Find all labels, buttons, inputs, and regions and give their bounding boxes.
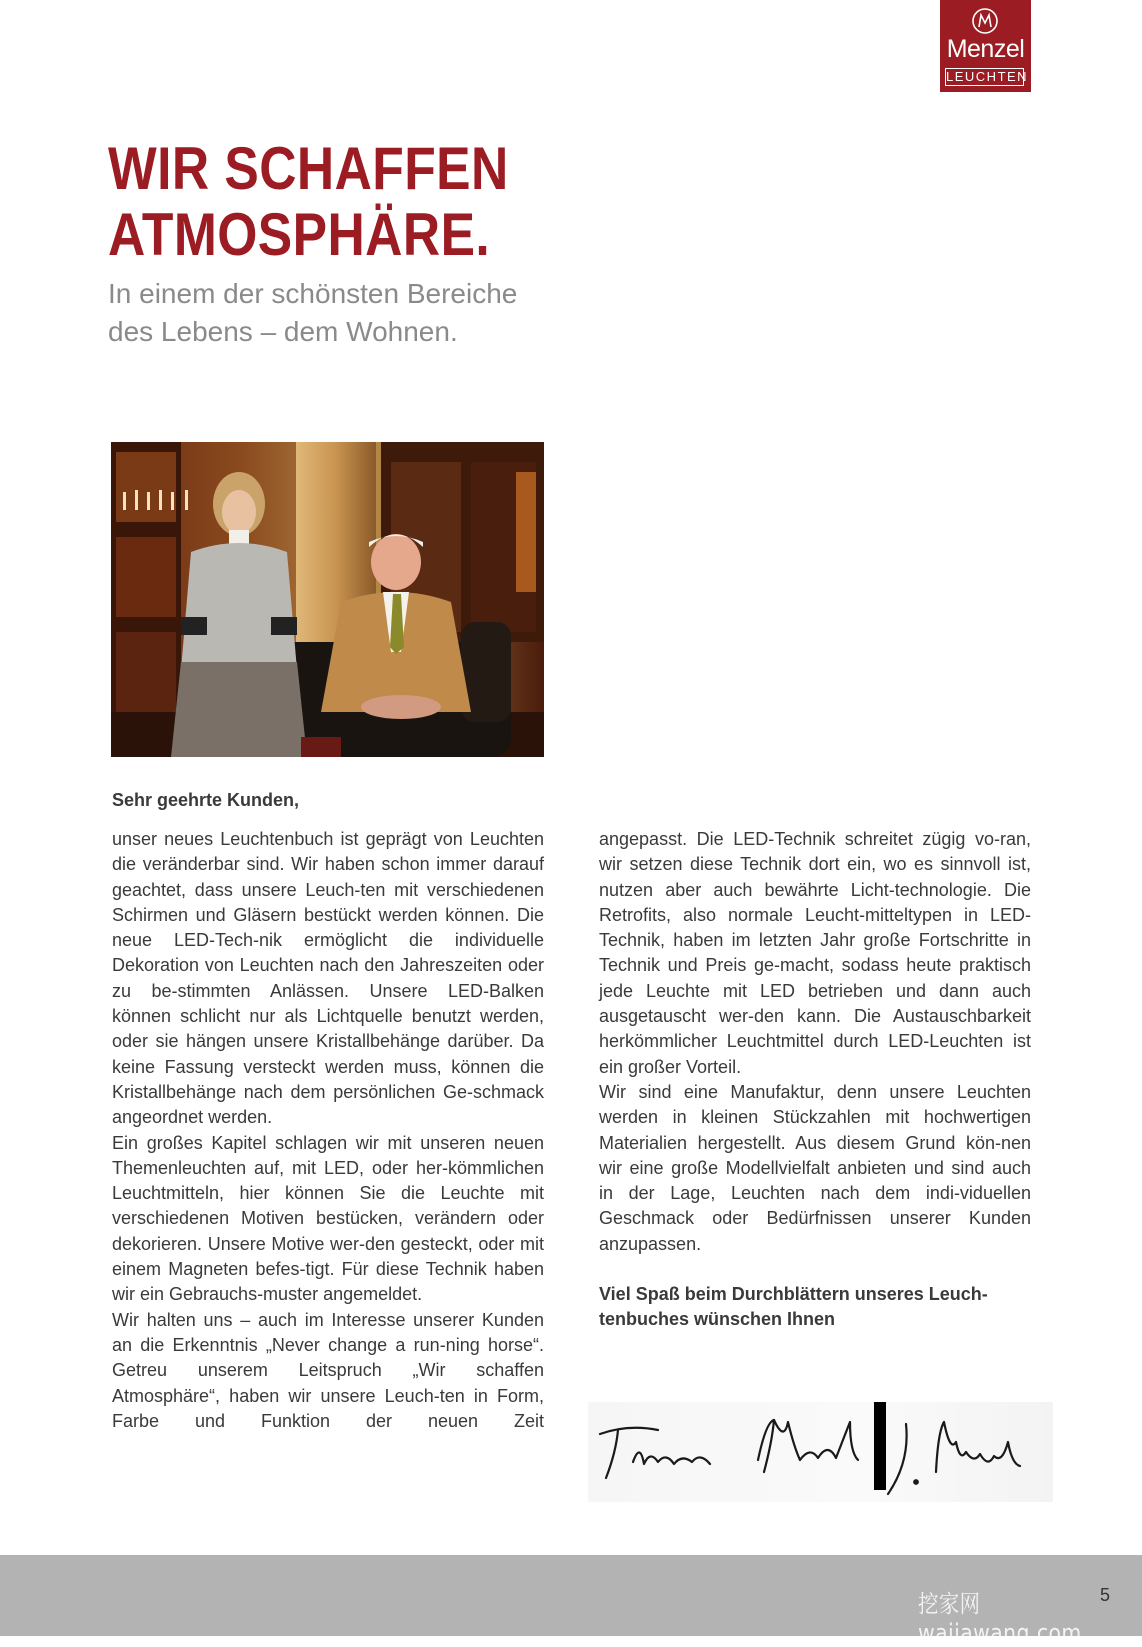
page-number: 5 [1100,1585,1111,1605]
title-line-1: WIR SCHAFFEN [108,135,509,202]
brand-logo [940,0,1031,92]
logo-name: Menzel [946,35,1025,63]
letter-paragraph: unser neues Leuchtenbuch ist geprägt von Leuchten die veränderbar sind. Wir haben schon immer darauf geachtet, dass unsere Leuch-ten mit verschiedenen Schirmen und Gläsern bestückt werden können. Die neue LED-Tech-nik ermöglicht die individuelle Dekoration von Leuchten nach den Jahreszeiten oder zu be-stimmten Anlässen. Unsere LED-Balken können schlicht nur als Lichtquelle benutzt werden, oder sie hängen unsere Kristallbehänge darüber. Da keine Fassung versteckt werden muss, können die Kristallbehänge nach dem persönlichen Ge-schmack angeordnet werden. [112,829,544,1128]
owners-photo-illustration [111,442,544,757]
letter-greeting: Sehr geehrte Kunden, [112,790,300,810]
letter-column-left [112,827,544,1434]
letter-paragraph: Wir halten uns – auch im Interesse unserer Kunden an die Erkenntnis „Never change a run-ning horse“. Getreu unserem Leitspruch „Wir schaffen Atmosphäre“, haben wir unsere Leuch-ten in Form, Farbe und Funktion der neuen Zeit [112,1309,544,1431]
handwritten-signatures [588,1402,1053,1502]
lamp-emblem-icon [971,7,999,35]
letter-paragraph: Wir sind eine Manufaktur, denn unsere Leuchten werden in kleinen Stückzahlen mit hochwertigen Materialien hergestellt. Aus diesem Grund kön-nen wir eine große Modellvielfalt anbieten und sind auch in der Lage, Leuchten nach dem indi-viduellen Geschmack oder Bedürfnissen unserer Kunden anzupassen. [599,1081,1031,1254]
title-line-2: ATMOSPHÄRE. [108,201,491,268]
subtitle-line-2: des Lebens – dem Wohnen. [108,316,458,347]
site-watermark: 挖家网 wajiawang.com [918,1590,1082,1647]
signature-drawing [588,1402,1053,1502]
page-title [108,136,509,268]
page-subtitle [108,275,628,351]
logo-subtitle: LEUCHTEN [946,69,1029,84]
letter-column-right [599,827,1031,1333]
owners-photo [111,442,544,757]
letter-paragraph: Ein großes Kapitel schlagen wir mit unseren neuen Themenleuchten auf, mit LED, oder her-kömmlichen Leuchtmitteln, hier können Sie die Leuchte mit verschiedenen Motiven bestücken, verändern oder dekorieren. Unsere Motive wer-den gesteckt, oder mit einem Magneten befes-tigt. Für diese Technik haben wir ein Gebrauchs-muster angemeldet. [112,1132,544,1305]
letter-closing: Viel Spaß beim Durchblättern unseres Leuch-tenbuches wünschen Ihnen [599,1284,988,1330]
letter-paragraph: angepasst. Die LED-Technik schreitet zügig vo-ran, wir setzen diese Technik dort ein, wo es sinnvoll ist, nutzen aber auch bewährte Licht-technologie. Die Retrofits, also normale Leucht-mitteltypen in LED-Technik, haben im letzten Jahr große Fortschritte in Technik und Preis ge-macht, sodass heute praktisch jede Leuchte mit LED betrieben und dann auch ausgetauscht wer-den kann. Die Austauschbarkeit herkömmlicher Leuchtmittel durch LED-Leuchten ist ein großer Vorteil. [599,829,1031,1077]
subtitle-line-1: In einem der schönsten Bereiche [108,278,518,309]
